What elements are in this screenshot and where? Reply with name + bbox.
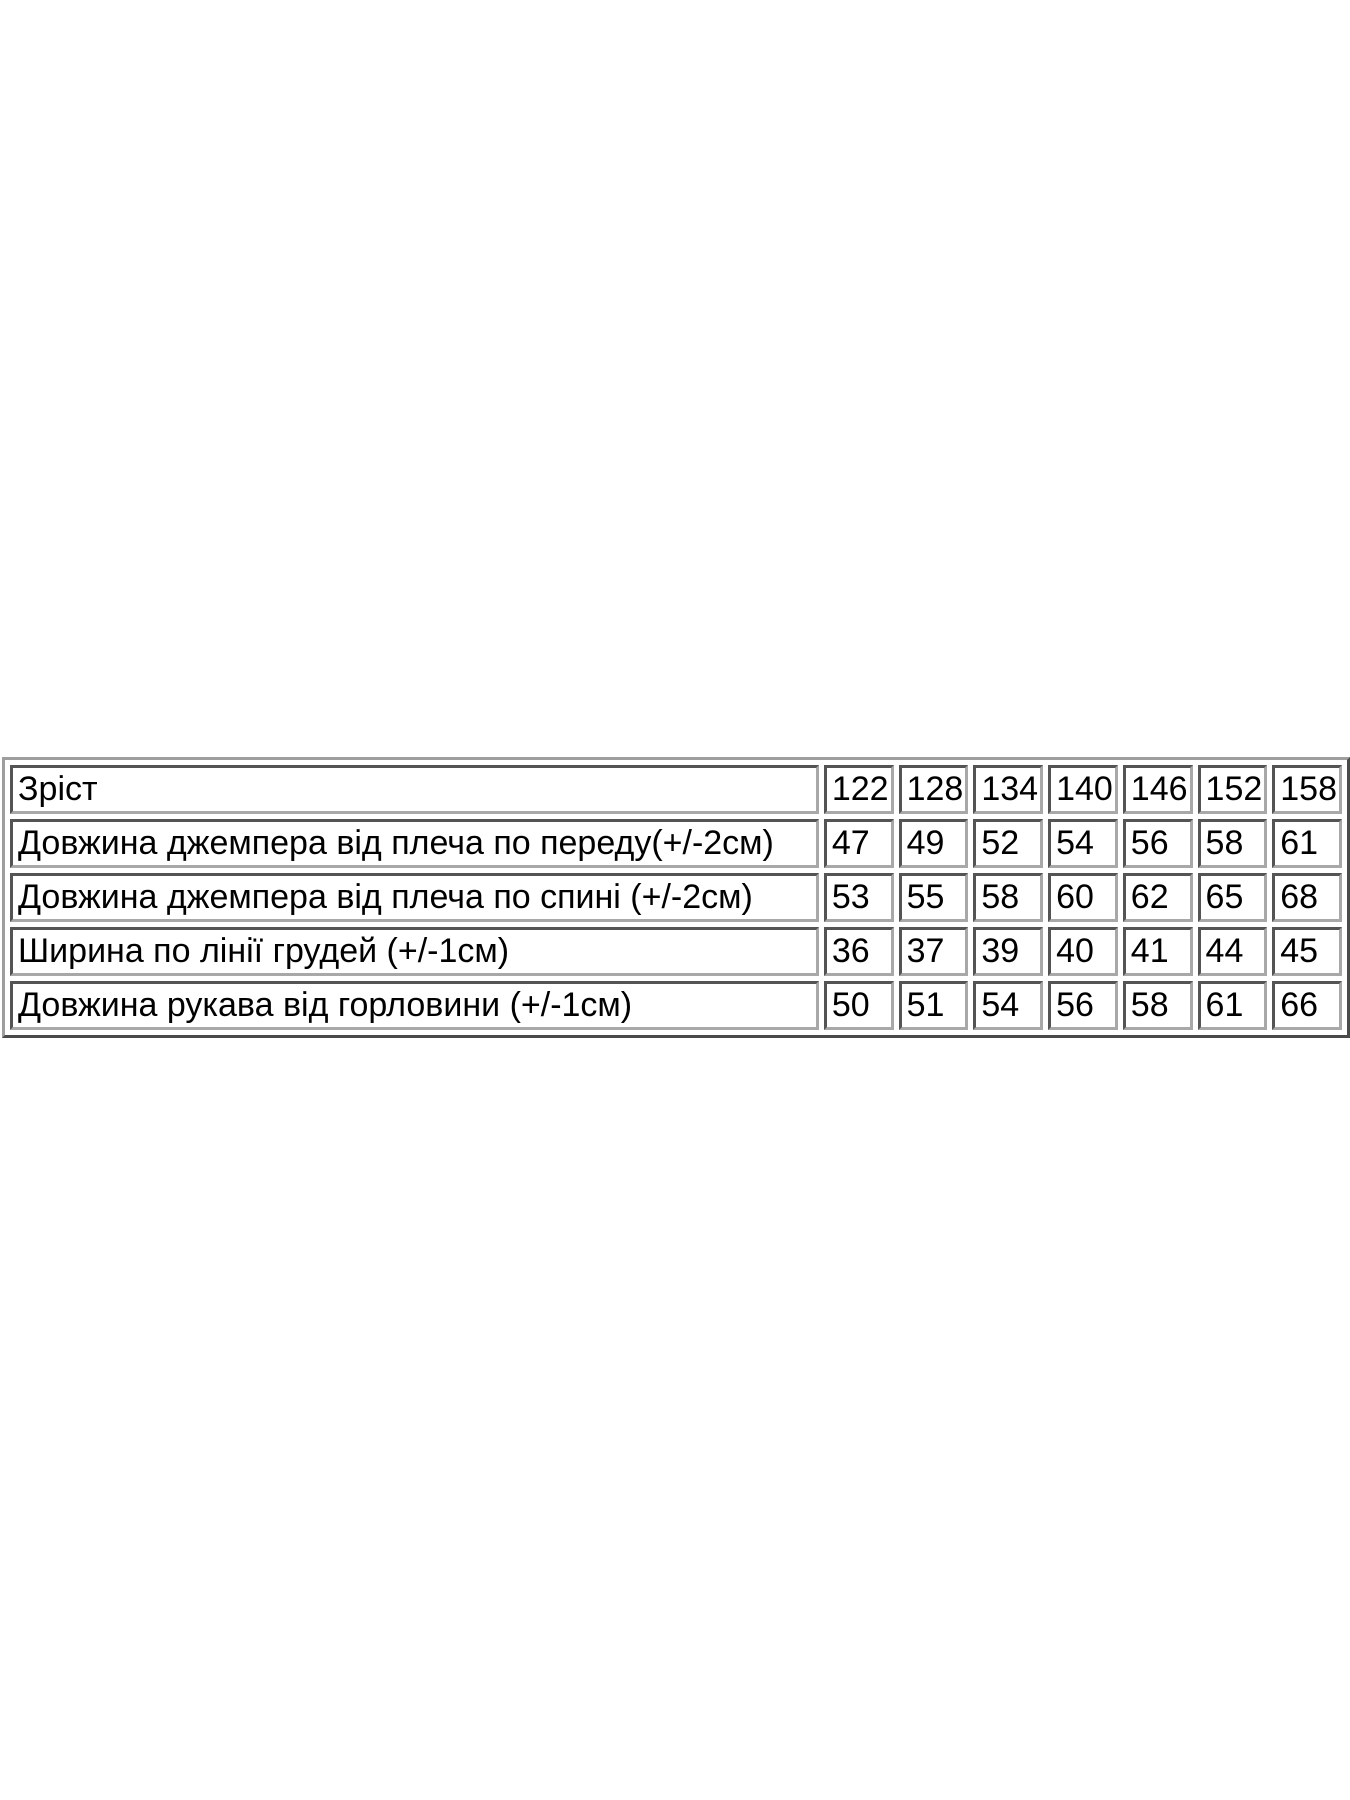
- row-label-height: Зріст: [10, 765, 819, 814]
- value-cell: 53: [824, 873, 894, 922]
- value-cell: 51: [899, 981, 969, 1030]
- value-cell: 49: [899, 819, 969, 868]
- table-row: [10, 981, 1342, 1030]
- value-cell: 47: [824, 819, 894, 868]
- value-cell: 37: [899, 927, 969, 976]
- value-cell: 45: [1272, 927, 1342, 976]
- row-label-back-length: Довжина джемпера від плеча по спині (+/-2см): [10, 873, 819, 922]
- value-cell: 52: [973, 819, 1043, 868]
- value-cell: 56: [1048, 981, 1118, 1030]
- row-label-sleeve-length: Довжина рукава від горловини (+/-1см): [10, 981, 819, 1030]
- table-row: [10, 765, 1342, 814]
- value-cell: 41: [1123, 927, 1193, 976]
- value-cell: 65: [1198, 873, 1268, 922]
- row-label-front-length: Довжина джемпера від плеча по переду(+/-2см): [10, 819, 819, 868]
- size-header-cell: 146: [1123, 765, 1193, 814]
- size-chart-table: [2, 757, 1350, 1038]
- size-header-cell: 158: [1272, 765, 1342, 814]
- value-cell: 66: [1272, 981, 1342, 1030]
- value-cell: 36: [824, 927, 894, 976]
- table-row: [10, 927, 1342, 976]
- table-row: [10, 873, 1342, 922]
- size-header-cell: 140: [1048, 765, 1118, 814]
- value-cell: 60: [1048, 873, 1118, 922]
- value-cell: 44: [1198, 927, 1268, 976]
- value-cell: 61: [1198, 981, 1268, 1030]
- table-row: [10, 819, 1342, 868]
- size-header-cell: 152: [1198, 765, 1268, 814]
- value-cell: 55: [899, 873, 969, 922]
- value-cell: 54: [1048, 819, 1118, 868]
- value-cell: 50: [824, 981, 894, 1030]
- value-cell: 58: [1198, 819, 1268, 868]
- value-cell: 61: [1272, 819, 1342, 868]
- value-cell: 58: [1123, 981, 1193, 1030]
- size-header-cell: 128: [899, 765, 969, 814]
- value-cell: 62: [1123, 873, 1193, 922]
- value-cell: 39: [973, 927, 1043, 976]
- size-header-cell: 122: [824, 765, 894, 814]
- row-label-chest-width: Ширина по лінії грудей (+/-1см): [10, 927, 819, 976]
- size-header-cell: 134: [973, 765, 1043, 814]
- value-cell: 54: [973, 981, 1043, 1030]
- value-cell: 68: [1272, 873, 1342, 922]
- value-cell: 58: [973, 873, 1043, 922]
- value-cell: 56: [1123, 819, 1193, 868]
- value-cell: 40: [1048, 927, 1118, 976]
